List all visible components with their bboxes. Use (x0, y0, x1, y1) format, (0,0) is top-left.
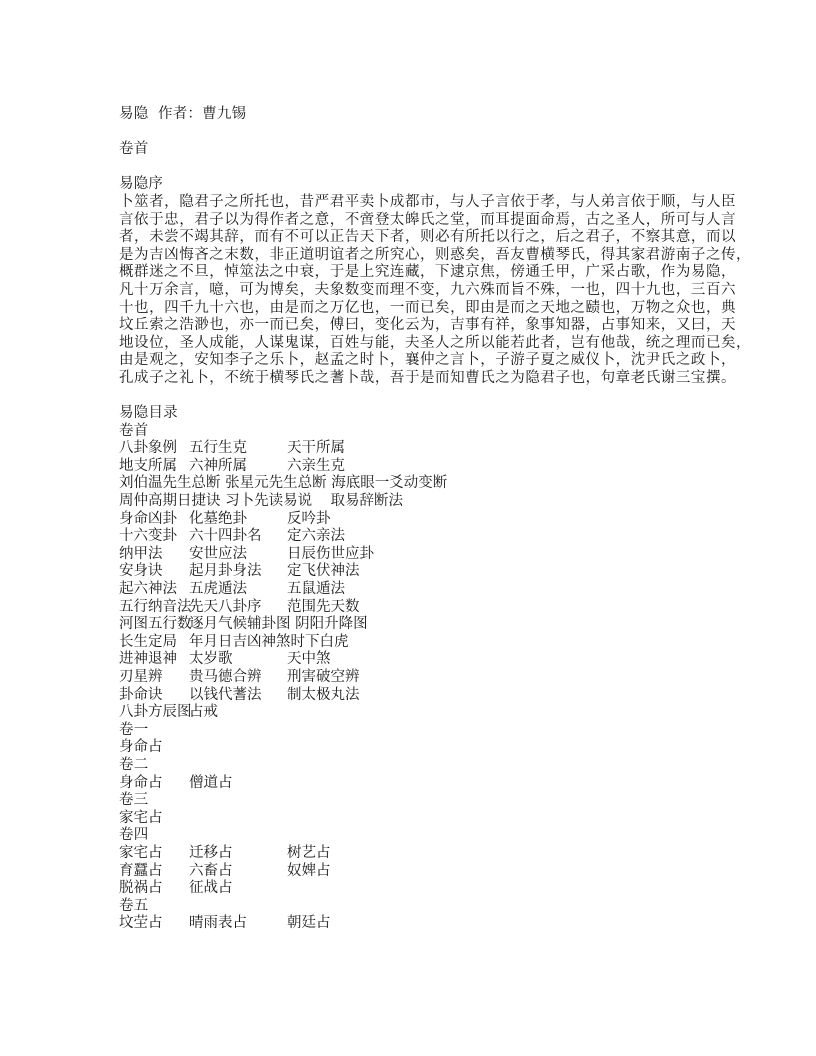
toc-entry: 坟茔占 (119, 915, 163, 932)
toc-entry: 身命凶卦 (119, 510, 177, 527)
toc-entry: 以钱代蓍法 (189, 686, 262, 703)
toc-row (119, 845, 719, 863)
toc-entry: 日辰伤世应卦 (287, 545, 374, 562)
toc-volume-heading: 卷三 (119, 792, 149, 809)
toc-row (119, 739, 719, 757)
toc-row (119, 651, 719, 669)
toc-entry: 育蠶占 (119, 862, 163, 879)
toc-row (119, 616, 719, 634)
toc-entry: 制太极丸法 (287, 686, 360, 703)
toc-volume-heading: 卷二 (119, 756, 149, 773)
toc-entry: 五虎遁法 (189, 581, 247, 598)
preface-body (119, 193, 752, 388)
toc-row (119, 775, 719, 793)
toc-row (119, 440, 719, 458)
toc-entry: 定飞伏神法 (287, 563, 360, 580)
preface-line: 凡十万余言，噫，可为博矣，夫象数变而理不变，九六殊而旨不殊，一也，四十九也，三百六 (119, 281, 737, 298)
preface-line: 是为吉凶悔吝之末数，非正道明谊者之所究心，则惑矣，吾友曹横琴氏，得其家君游南子之传， (119, 246, 752, 263)
toc-volume-heading: 卷首 (119, 422, 149, 439)
preface-line: 由是观之，安知李子之乐卜，赵孟之时卜，襄仲之言卜，子游子夏之威仪卜，沈尹氏之政卜， (119, 352, 737, 369)
preface-line: 十也，四千九十六也，由是而之万亿也，一而已矣，即由是而之天地之赜也，万物之众也，典 (119, 299, 737, 316)
toc-entry: 化墓绝卦 (189, 510, 247, 527)
toc-entry: 纳甲法 (119, 545, 163, 562)
toc-entry: 身命占 (119, 739, 163, 756)
preface-line: 者，未尝不竭其辞，而有不可以正告天下者，则必有所托以行之，后之君子，不察其意，而以 (119, 229, 737, 246)
toc-entry: 树艺占 (287, 844, 331, 861)
toc-volume-heading: 卷五 (119, 897, 149, 914)
toc-entry: 进神退神 (119, 651, 177, 668)
toc-entry: 刃星辨 (119, 669, 163, 685)
document-title: 易隐 作者：曹九锡 (119, 106, 247, 122)
toc-entry: 天中煞 (287, 651, 331, 668)
toc-entry: 家宅占 (119, 809, 163, 826)
toc-entry: 五鼠遁法 (287, 581, 345, 598)
toc-entry: 卦命诀 (119, 686, 163, 703)
toc-entry: 反吟卦 (287, 510, 331, 527)
toc-entry: 朝廷占 (287, 915, 331, 932)
toc-entry: 六十四卦名 (189, 528, 262, 545)
toc-entry: 僧道占 (189, 774, 233, 791)
toc-entry: 起月卦身法 (189, 563, 262, 580)
toc-row (119, 599, 719, 617)
toc-entry: 起六神法 (119, 581, 177, 598)
toc-entry: 迁移占 (189, 844, 233, 861)
preface-line: 卜筮者，隐君子之所托也，昔严君平卖卜成都市，与人子言依于孝，与人弟言依于顺，与人臣 (119, 193, 737, 210)
toc-entry: 地支所属 (119, 457, 177, 474)
toc-entry: 八卦方辰图 (119, 704, 192, 721)
toc-entry: 八卦象例 (119, 440, 177, 457)
toc-entry: 五行生克 (189, 440, 247, 457)
toc-entry: 晴雨表占 (189, 915, 247, 932)
toc-row (119, 511, 719, 529)
toc-entry: 安身诀 (119, 563, 163, 580)
toc-row (119, 687, 719, 705)
toc-row (119, 880, 719, 898)
toc-entry: 占戒 (189, 704, 218, 721)
preface-line: 概群迷之不旦，悼筮法之中衰，于是上究连藏，下逮京焦，傍通壬甲，广采占歌，作为易隐， (119, 264, 737, 281)
toc-entry: 奴婢占 (287, 862, 331, 879)
preface-line: 地设位，圣人成能，人谋鬼谋，百姓与能，夫圣人之所以能若此者，岂有他哉，统之理而已矣， (119, 334, 752, 351)
toc-row (119, 581, 719, 599)
toc-entry: 五行纳音法 (119, 598, 192, 615)
toc-entry: 十六变卦 (119, 528, 177, 545)
toc-row (119, 528, 719, 546)
toc-row (119, 458, 719, 476)
toc-entry: 六畜占 (189, 862, 233, 879)
toc-row (119, 634, 719, 652)
toc-entry: 年月日吉凶神煞时下白虎 (189, 633, 349, 650)
toc-title: 易隐目录 (119, 405, 178, 422)
table-of-contents (119, 423, 719, 933)
toc-entry: 范围先天数 (287, 598, 360, 615)
toc-entry: 逐月气候辅卦图 阴阳升降图 (189, 616, 368, 633)
toc-entry: 周仲高期日捷诀 习卜先读易说 取易辞断法 (119, 493, 404, 510)
toc-entry: 身命占 (119, 774, 163, 791)
preface-line: 言依于忠，君子以为得作者之意，不啻登太皞氏之堂，而耳提面命焉，古之圣人，所可与人言 (119, 211, 737, 228)
volume-heading: 卷首 (119, 141, 149, 158)
toc-entry: 刑害破空辨 (287, 669, 360, 685)
preface-title: 易隐序 (119, 176, 164, 193)
toc-volume-heading: 卷四 (119, 827, 149, 844)
toc-entry: 安世应法 (189, 545, 247, 562)
toc-row (119, 810, 719, 828)
toc-volume-heading: 卷一 (119, 721, 149, 738)
toc-entry: 六亲生克 (287, 457, 345, 474)
toc-entry: 长生定局 (119, 633, 177, 650)
toc-entry: 天干所属 (287, 440, 345, 457)
toc-entry: 征战占 (189, 880, 233, 897)
toc-entry: 六神所属 (189, 457, 247, 474)
toc-entry: 刘伯温先生总断 张星元先生总断 海底眼一爻动变断 (119, 475, 448, 492)
toc-entry: 贵马德合辨 (189, 669, 262, 685)
toc-entry: 定六亲法 (287, 528, 345, 545)
toc-row (119, 493, 719, 511)
toc-row (119, 863, 719, 881)
toc-entry: 家宅占 (119, 844, 163, 861)
toc-row (119, 475, 719, 493)
toc-row (119, 563, 719, 581)
toc-entry: 先天八卦序 (189, 598, 262, 615)
document-page (119, 106, 752, 933)
toc-row (119, 546, 719, 564)
toc-entry: 太岁歌 (189, 651, 233, 668)
toc-entry: 脱祸占 (119, 880, 163, 897)
preface-line: 孔成子之礼卜，不统于横琴氏之蓍卜哉，吾于是而知曹氏之为隐君子也，句章老氏谢三宝撰。 (119, 369, 737, 386)
toc-row (119, 704, 719, 722)
toc-row (119, 915, 719, 933)
toc-entry: 河图五行数 (119, 616, 192, 633)
preface-line: 坟丘索之浩渺也，亦一而已矣，傅曰，变化云为，吉事有祥，象事知器，占事知来，又曰，天 (119, 317, 737, 334)
toc-row (119, 669, 719, 687)
